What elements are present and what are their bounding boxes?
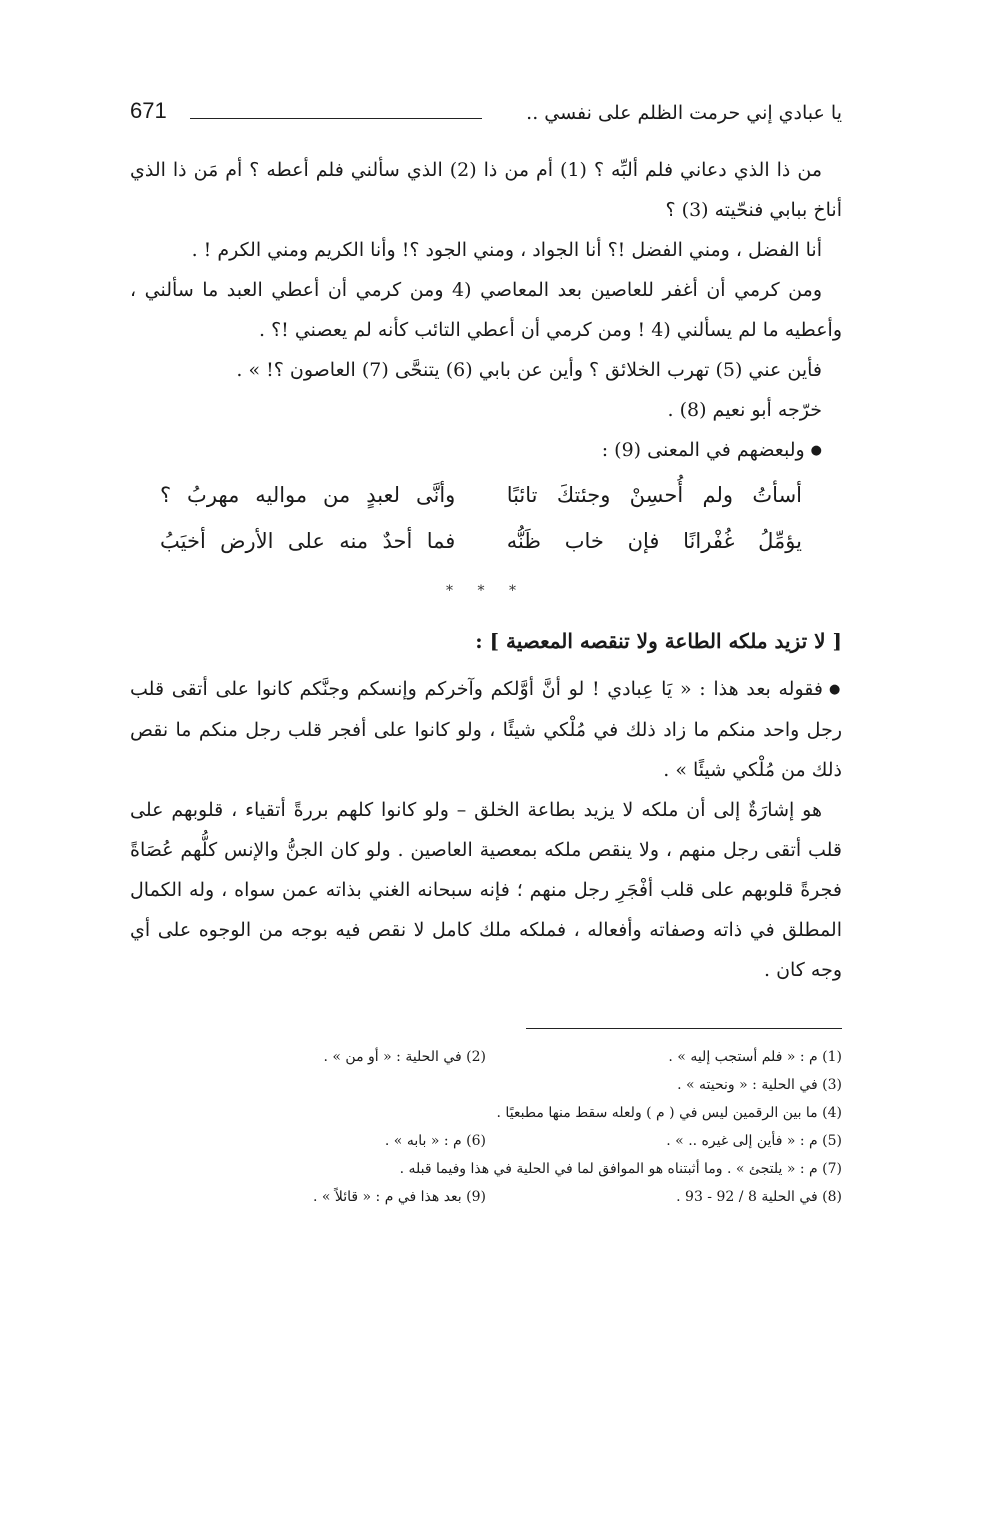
section-title: [ لا تزيد ملكه الطاعة ولا تنقصه المعصية ] :: [475, 629, 842, 653]
verse-line-1: [160, 473, 802, 517]
footnote-6: (6) م : « بابه » .: [384, 1133, 486, 1149]
footnote-7: (7) م : « يلتجئ » . وما أثبتناه هو الموافق لما في الحلية في هذا وفيما قبله .: [399, 1161, 842, 1177]
footnote-row: [130, 1127, 842, 1155]
paragraph-3: ومن كرمي أن أغفر للعاصين بعد المعاصي (4 ومن كرمي أن أعطي العبد ما سألني ، وأعطيه ما لم يسألني (4 ! ومن كرمي أن أعطي التائب كأنه لم يعصني !؟ .: [130, 279, 842, 341]
footnote-8: (8) في الحلية 8 / 92 - 93 .: [676, 1189, 842, 1205]
book-page: [130, 96, 842, 1211]
bullet-icon: ●: [828, 682, 842, 697]
footnote-9: (9) بعد هذا في م : « قائلاً » .: [312, 1189, 486, 1205]
paragraph-6: [130, 430, 842, 471]
page-header: [130, 96, 842, 136]
footnote-1: (1) م : « فلم أستجب إليه » .: [668, 1049, 842, 1065]
bullet-icon: ●: [810, 443, 822, 458]
verse-hemistich: يؤمِّلُ غُفْرانًا فإن خاب ظَنُّه: [506, 529, 802, 553]
paragraph-5: خرّجه أبو نعيم (8) .: [667, 399, 822, 421]
verse-hemistich: وأنَّى لعبدٍ من مواليه مهربُ ؟: [160, 483, 456, 507]
verse-hemistich: أسأتُ ولم أُحسِنْ وجئتكَ تائبًا: [506, 483, 802, 507]
verse-line-2: [160, 519, 802, 563]
footnote-3: (3) في الحلية : « ونحيته » .: [677, 1077, 842, 1093]
paragraph-1: من ذا الذي دعاني فلم ألبِّه ؟ (1) أم من ذا (2) الذي سألني فلم أعطه ؟ أم مَن ذا الذي أناخ ببابي فنحّيته (3) ؟: [130, 159, 842, 221]
footnote-row: [130, 1183, 842, 1211]
paragraph-7: [130, 669, 842, 790]
footnote-5: (5) م : « فأين إلى غيره .. » .: [666, 1133, 842, 1149]
footnote-4: (4) ما بين الرقمين ليس في ( م ) ولعله سقط منها مطبعيًا .: [496, 1105, 842, 1121]
footnote-row: [130, 1043, 842, 1071]
section-separator: * * *: [446, 583, 526, 599]
paragraph-2: أنا الفضل ، ومني الفضل !؟ أنا الجواد ، ومني الجود ؟! وأنا الكريم ومني الكرم ! .: [191, 239, 822, 261]
paragraph-4: فأين عني (5) تهرب الخلائق ؟ وأين عن بابي (6) يتنحَّى (7) العاصون ؟! » .: [236, 359, 822, 381]
footnote-rule: [526, 1028, 842, 1029]
page-number: 671: [130, 98, 167, 123]
verse-hemistich: فما أحدٌ منه على الأرض أخيَبُ: [160, 529, 456, 553]
footnotes: [130, 1043, 842, 1211]
verse-intro: ولبعضهم في المعنى (9) :: [601, 439, 805, 461]
paragraph-7-text: فقوله بعد هذا : « يَا عِبادي ! لو أنَّ أوَّلكم وآخركم وإنسكم وجنَّكم كانوا على أتقى قلب رجل واحد منكم ما زاد ذلك في مُلْكي شيئًا ، ولو كانوا على أفجر قلب رجل منكم ما نقص ذلك من مُلْكي شيئًا » .: [130, 678, 842, 781]
running-title: يا عبادي إني حرمت الظلم على نفسي ..: [526, 102, 842, 124]
paragraph-8: هو إشارَةٌ إلى أن ملكه لا يزيد بطاعة الخلق – ولو كانوا كلهم بررةً أتقياء ، قلوبهم على قلب أتقى رجل منهم ، ولا ينقص ملكه بمعصية العاصين . ولو كان الجنُّ والإنس كلُّهم عُصَاةً فجرةً قلوبهم على قلب أفْجَرِ رجل منهم ؛ فإنه سبحانه الغني بذاته عمن سواه ، وله الكمال المطلق في ذاته وصفاته وأفعاله ، فملكه ملك كامل لا نقص فيه بوجه من الوجوه على أي وجه كان .: [130, 799, 842, 981]
header-rule: [190, 118, 482, 119]
footnote-2: (2) في الحلية : « أو من » .: [323, 1049, 486, 1065]
